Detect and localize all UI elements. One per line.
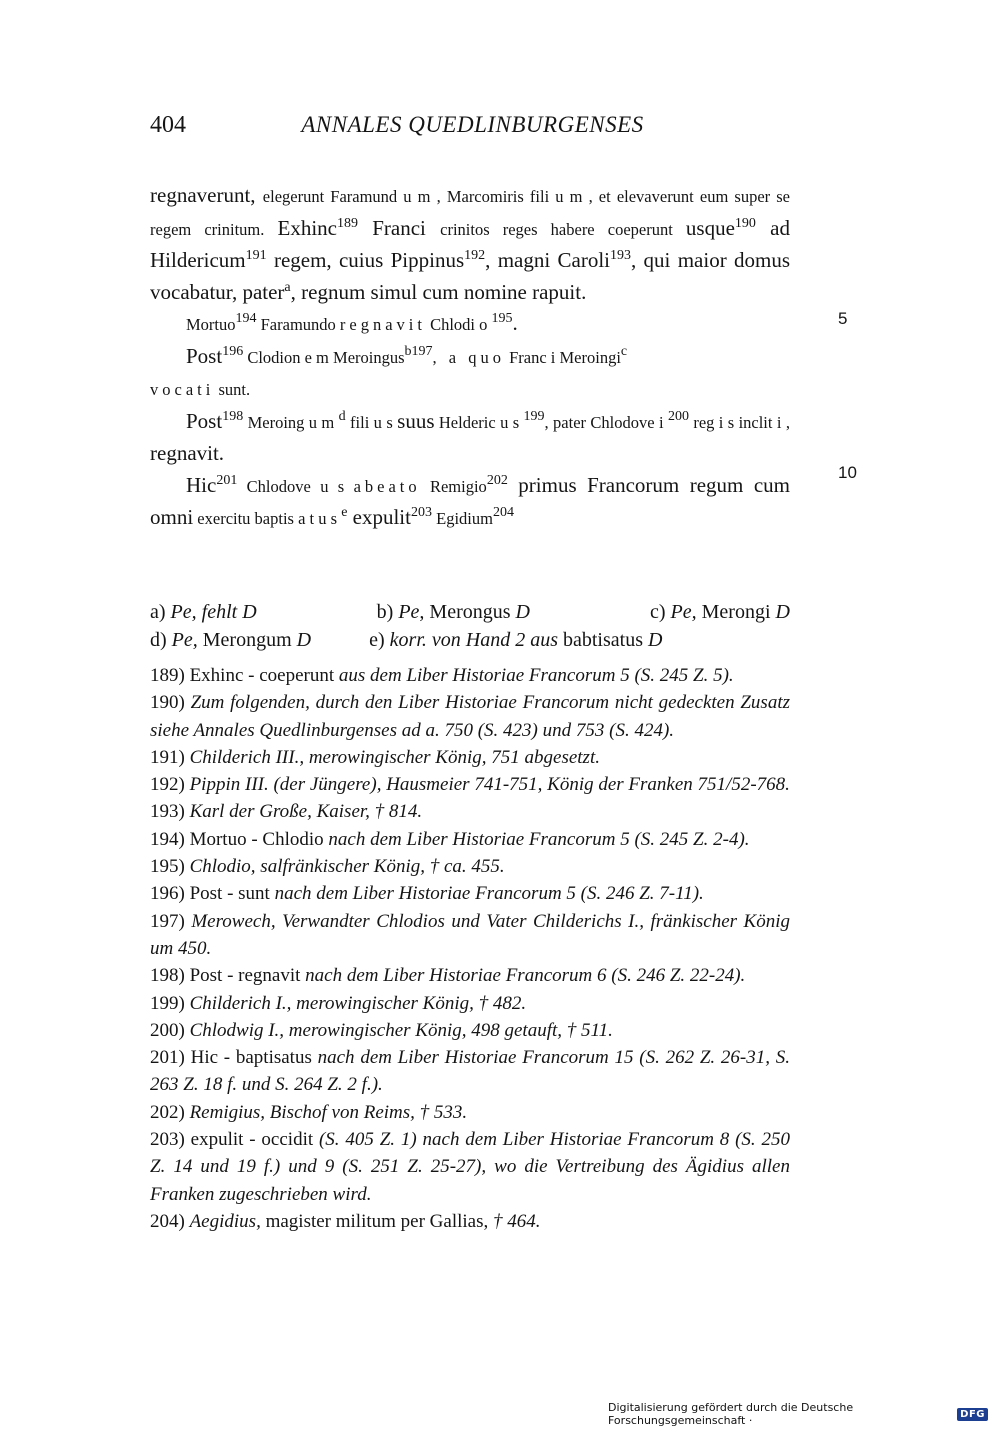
note-text: Post - sunt [189,883,275,905]
note-number: 199) [150,992,190,1014]
footnote-193 [150,798,790,825]
note-comment: Remigius, Bischof von Reims, † 533. [189,1101,468,1123]
text-run: Franc i Meroingi [504,347,621,367]
text-run: Franci [357,215,441,240]
apparatus-ref: d [338,408,346,424]
apparatus-text: Merongi [696,601,776,623]
note-comment: nach dem Liber Historiae Francorum 6 (S. 246 Z. 22-24). [305,965,746,987]
note-comment: aus dem Liber Historiae Francorum 5 (S. 245 Z. 5). [338,665,734,686]
text-run: regnaverunt, [150,183,263,207]
text-run: , pater Chlodove i [544,412,668,432]
apparatus-mark: e) [369,629,390,651]
text-run: sunt. [214,380,251,399]
note-ref: b197 [404,343,433,359]
apparatus-manuscript: D [775,601,790,623]
text-run: , regnum simul cum nomine rapuit. [290,279,587,304]
note-number: 195) [150,856,190,878]
text-run: Chlodove u s [237,476,354,496]
text-run: vocati [150,380,215,399]
note-comment: Chlodwig I., merowingischer König, 498 getauft, † 511. [189,1019,613,1041]
note-ref: 199 [523,408,545,424]
note-ref: 193 [610,248,631,263]
apparatus-mark: a) [150,601,171,623]
credit-text: Digitalisierung gefördert durch die Deutsche Forschungsgemeinschaft · [608,1401,854,1427]
note-ref: 203 [410,505,432,520]
text-run: Mortuo [186,315,236,334]
footnote-204 [150,1208,790,1235]
note-number: 204) [150,1210,190,1232]
text-run: usque [685,215,735,240]
note-number: 190) [150,692,191,714]
footnote-202 [150,1099,790,1126]
text-run: Post [186,343,223,368]
note-number: 200) [150,1019,190,1041]
text-run: reg i s inclit i , [688,412,790,432]
text-run: Faramundo [256,315,340,334]
footnote-197 [150,908,790,963]
apparatus-row-1 [150,598,790,626]
page-number: 404 [150,112,186,138]
note-text: Exhinc - coeperunt [189,665,339,686]
paragraph-1 [150,180,790,308]
main-text [150,180,790,535]
text-run: Egidium [431,509,493,528]
footnotes [150,662,790,1235]
note-number: 196) [150,883,190,905]
footnote-191 [150,744,790,771]
footnote-189 [150,662,790,689]
footnote-196 [150,880,790,907]
text-run: , qui maior domus vocabatur, pater [150,248,790,304]
note-comment: Karl der Große, Kaiser, † 814. [189,801,423,823]
critical-apparatus [150,598,790,654]
apparatus-source: Pe, [171,629,198,651]
apparatus-entry-d [150,626,311,654]
line-number-5: 5 [838,309,848,328]
note-text: magister militum per Gallias, [260,1210,494,1232]
text-run: , magni Caroli [485,248,610,272]
text-run: fili u s [345,412,398,432]
text-run: Remigio [420,476,487,496]
text-run: Meroing u m [243,412,339,432]
apparatus-entry-c [650,598,790,626]
footnote-203 [150,1126,790,1208]
apparatus-mark: d) [150,629,172,651]
footnote-199 [150,990,790,1017]
note-ref: 196 [222,343,244,359]
note-number: 198) [150,965,190,987]
paragraph-3 [150,341,790,406]
text-run: Hic [186,472,217,497]
apparatus-ref: c [620,343,628,359]
footnote-195 [150,853,790,880]
note-text: Mortuo - Chlodio [189,828,329,850]
note-number: 201) [150,1047,191,1069]
apparatus-entry-e [369,626,662,654]
note-ref: 192 [464,248,486,263]
note-ref: 195 [491,311,513,326]
apparatus-manuscript: D [296,629,312,651]
apparatus-manuscript: D [648,629,663,651]
text-run: Clodion e m Meroingus [243,347,405,367]
text-run: elegerunt Faramund u m , Marcomiris fili u m , et elevaverunt eum super se regem crinitum. [150,187,790,239]
text-run: suus [397,408,435,433]
page-header [150,112,810,152]
text-run: expulit [347,505,411,529]
text-run: , a quo [432,347,505,367]
digitization-credit [608,1401,988,1427]
paragraph-5 [150,470,790,535]
note-comment: nach dem Liber Historiae Francorum 15 (S. 262 Z. 26-31, S. 263 Z. 18 f. und S. 264 Z. 2 f.). [150,1047,791,1096]
note-number: 197) [150,910,192,932]
paragraph-4 [150,406,790,470]
apparatus-text: Merongus [424,601,516,623]
note-comment: Aegidius, [189,1210,261,1232]
text-run: regnavit [339,315,426,334]
note-comment: Childerich I., merowingischer König, † 482. [189,992,527,1014]
dfg-logo-icon: DFG [957,1408,988,1421]
text-run: primus Francorum regum cum [507,472,790,497]
note-ref: 194 [235,311,257,326]
note-ref: 204 [492,505,514,520]
note-comment: Pippin III. (der Jüngere), Hausmeier 741-751, König der Franken 751/52-768. [189,774,790,796]
note-ref: 198 [222,408,244,424]
apparatus-ref: a [284,279,291,295]
text-run: omni [150,505,194,529]
line-number-10: 10 [838,463,857,482]
text-run: . [512,311,518,335]
apparatus-source: korr. von Hand 2 aus [389,629,558,651]
running-title: ANNALES QUEDLINBURGENSES [301,112,644,137]
text-run: crinitos reges habere coeperunt [440,219,686,239]
note-comment: Zum folgenden, durch den Liber Historiae Francorum nicht gedeckten Zusatz siehe Annales Quedlinburgenses ad a. 750 (S. 423) und 753 (S. 424). [150,692,790,741]
note-ref: 190 [734,215,756,231]
apparatus-text: babtisatus [558,629,648,651]
footnote-201 [150,1044,790,1099]
note-comment: (S. 405 Z. 1) nach dem Liber Historiae Francorum 8 (S. 250 Z. 14 und 19 f.) und 9 (S. 251 Z. 25-27), wo die Vertreibung des Ägidius allen Franken zugeschrieben wird. [150,1129,790,1205]
note-ref: 191 [245,248,267,263]
note-number: 189) [150,665,190,686]
note-text: Hic - baptisatus [190,1047,318,1069]
text-run: abeato [353,476,421,496]
note-ref: 202 [486,472,508,488]
note-text: Post - regnavit [189,965,306,987]
text-run: Exhinc [277,215,337,240]
paragraph-2 [150,308,790,341]
note-comment: Chlodio, salfränkischer König, † ca. 455. [189,856,505,878]
note-number: 193) [150,801,190,823]
text-run: Chlodi o [425,315,492,334]
text-run: regnavit. [150,441,225,465]
note-comment: † 464. [493,1210,541,1232]
note-number: 192) [150,774,190,796]
text-run: exercitu baptis a t u s [193,509,342,528]
note-comment: Childerich III., merowingischer König, 751 abgesetzt. [189,746,600,768]
apparatus-ref: e [341,505,348,520]
text-run: Helderic u s [434,412,524,432]
apparatus-manuscript: D [515,601,530,623]
footnote-190 [150,689,790,744]
apparatus-entry-b [377,598,530,626]
apparatus-entry-a [150,598,257,626]
apparatus-source: Pe, [670,601,697,623]
note-ref: 200 [667,408,689,424]
footnote-200 [150,1017,790,1044]
note-number: 202) [150,1101,190,1123]
note-ref: 201 [216,472,238,488]
apparatus-mark: b) [376,601,399,623]
text-run: regem, cuius Pippinus [266,248,465,272]
text-run: Post [186,408,223,433]
note-ref: 189 [336,215,358,231]
note-comment: nach dem Liber Historiae Francorum 5 (S. 245 Z. 2-4). [328,828,750,850]
apparatus-row-2 [150,626,790,654]
footnote-198 [150,962,790,989]
footnote-194 [150,826,790,853]
apparatus-text: Pe, fehlt D [170,601,257,623]
note-text: expulit - occidit [190,1129,319,1151]
note-comment: Merowech, Verwandter Chlodios und Vater Childerichs I., fränkischer König um 450. [150,910,790,959]
text-run: ad Hildericum [150,215,790,272]
note-number: 194) [150,828,190,850]
footnote-192 [150,771,790,798]
note-comment: nach dem Liber Historiae Francorum 5 (S. 246 Z. 7-11). [274,883,704,905]
apparatus-source: Pe, [398,601,425,623]
note-number: 191) [150,746,190,768]
apparatus-mark: c) [650,601,671,623]
apparatus-text: Merongum [197,629,297,651]
note-number: 203) [150,1129,191,1151]
